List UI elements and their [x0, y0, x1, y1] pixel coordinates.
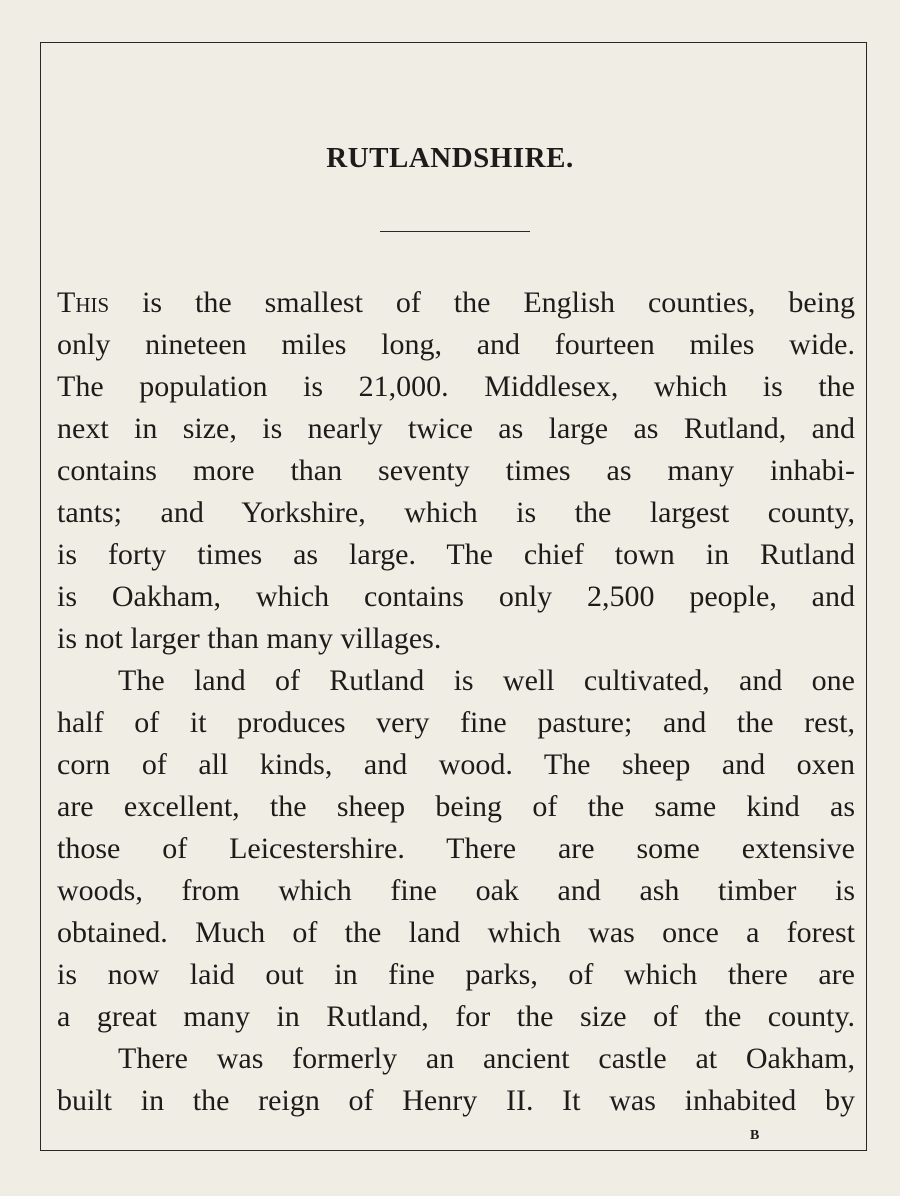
text-line — [57, 282, 855, 324]
line-text: a great many in Rutland, for the size of the county. — [57, 1000, 855, 1033]
line-text: are excellent, the sheep being of the same kind as — [57, 790, 855, 823]
line-text: The land of Rutland is well cultivated, and one — [118, 664, 855, 697]
text-line — [57, 1038, 855, 1080]
signature-mark: B — [750, 1128, 760, 1143]
text-line — [57, 534, 855, 576]
line-text: only nineteen miles long, and fourteen miles wide. — [57, 328, 855, 361]
text-line — [57, 366, 855, 408]
text-line — [57, 786, 855, 828]
line-text: woods, from which fine oak and ash timber is — [57, 874, 855, 907]
line-text: is Oakham, which contains only 2,500 people, and — [57, 580, 855, 613]
line-text: The population is 21,000. Middlesex, which is the — [57, 370, 855, 403]
line-text: is now laid out in fine parks, of which there are — [57, 958, 855, 991]
text-line — [57, 870, 855, 912]
first-word: This — [57, 286, 110, 319]
line-text: those of Leicestershire. There are some extensive — [57, 832, 855, 865]
text-line — [57, 912, 855, 954]
text-line — [57, 1080, 855, 1122]
line-text: corn of all kinds, and wood. The sheep and oxen — [57, 748, 855, 781]
line-text: built in the reign of Henry II. It was inhabited by — [57, 1084, 855, 1117]
line-text: obtained. Much of the land which was once a forest — [57, 916, 855, 949]
line-text: is forty times as large. The chief town in Rutland — [57, 538, 855, 571]
text-line — [57, 660, 855, 702]
text-line — [57, 744, 855, 786]
text-line — [57, 702, 855, 744]
line-text: tants; and Yorkshire, which is the largest county, — [57, 496, 855, 529]
title-rule — [380, 231, 530, 232]
text-line — [57, 576, 855, 618]
line-text: half of it produces very fine pasture; and the rest, — [57, 706, 855, 739]
text-line — [57, 828, 855, 870]
line-text: is the smallest of the English counties, being — [109, 286, 855, 319]
line-text: contains more than seventy times as many inhabi- — [57, 454, 855, 487]
text-line — [57, 408, 855, 450]
text-line — [57, 618, 855, 660]
line-text: There was formerly an ancient castle at Oakham, — [118, 1042, 855, 1075]
body-text — [57, 282, 855, 1122]
page-title: RUTLANDSHIRE. — [326, 142, 574, 174]
text-line — [57, 450, 855, 492]
text-line — [57, 954, 855, 996]
text-line — [57, 492, 855, 534]
text-line — [57, 324, 855, 366]
line-text: next in size, is nearly twice as large as Rutland, and — [57, 412, 855, 445]
text-line — [57, 996, 855, 1038]
line-text: is not larger than many villages. — [57, 622, 442, 655]
